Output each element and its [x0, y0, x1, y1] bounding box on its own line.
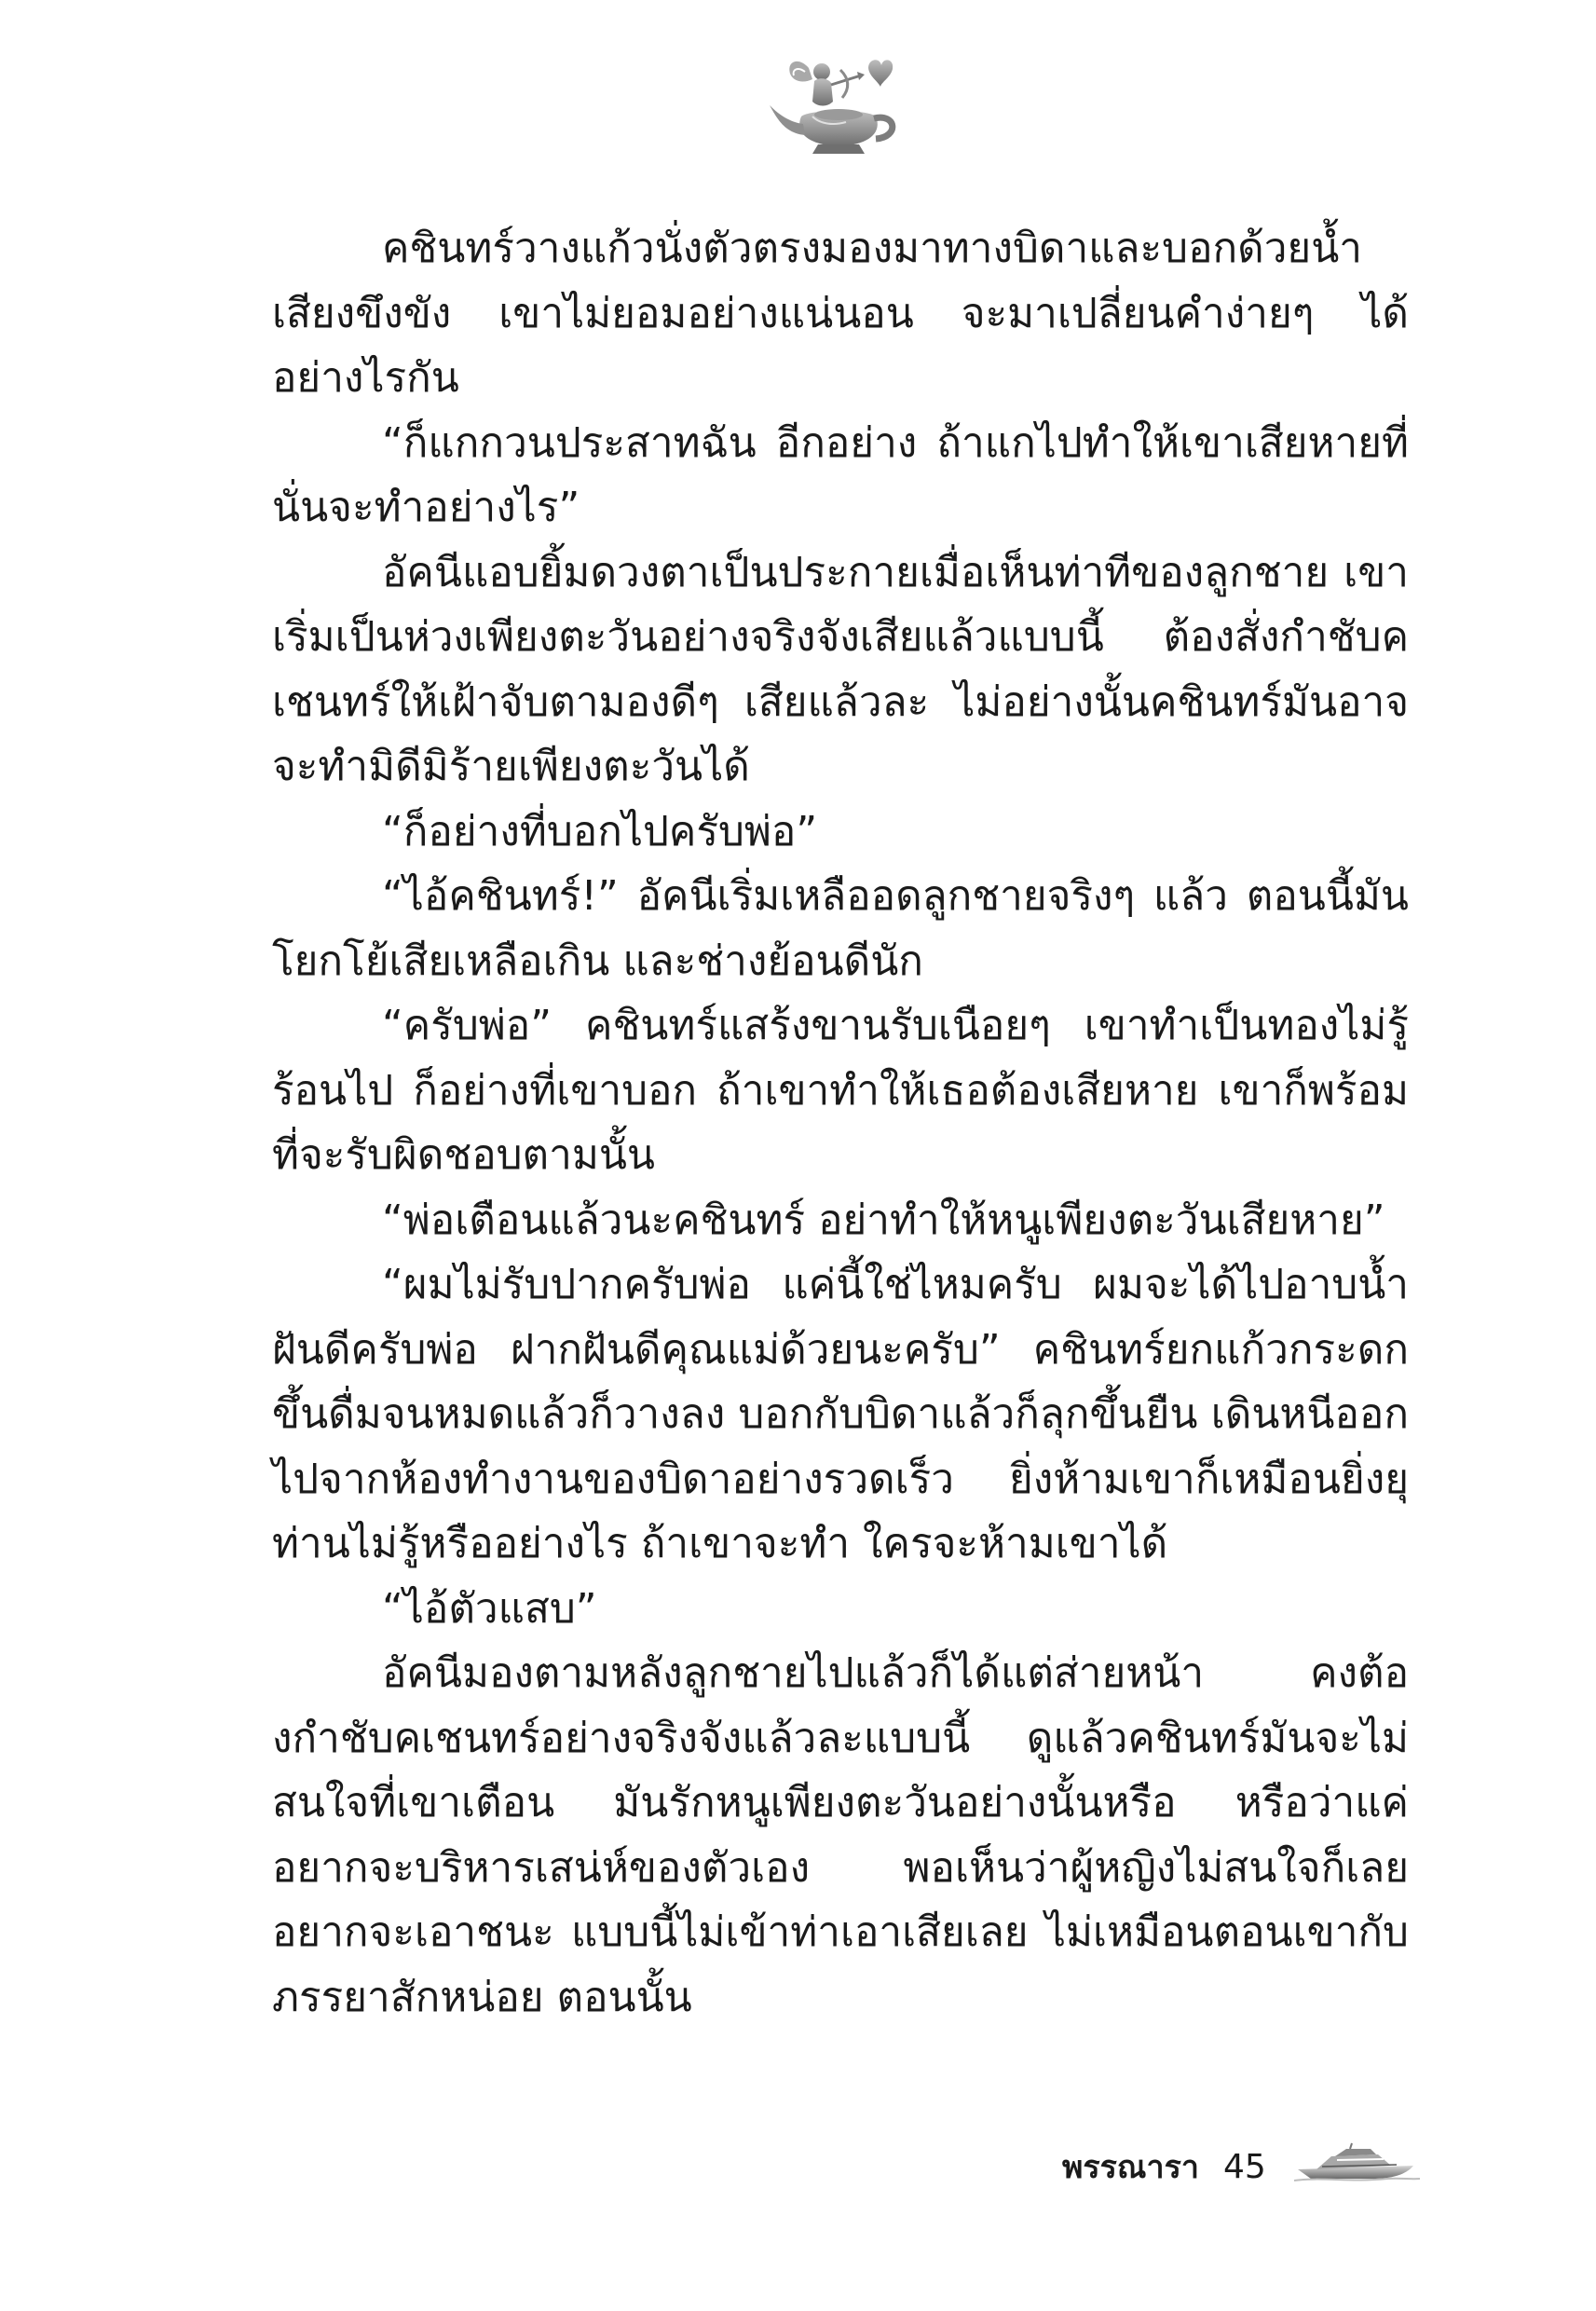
paragraph: “พ่อเตือนแล้วนะคชินทร์ อย่าทำให้หนูเพียงตะวันเสียหาย”	[382, 1196, 1385, 1244]
yacht-icon	[1294, 2141, 1420, 2192]
cupid-teapot-ornament-icon	[764, 51, 913, 163]
body-text	[272, 216, 1409, 2030]
paragraph: “ก็อย่างที่บอกไปครับพ่อ”	[382, 807, 818, 855]
paragraph: อัคนีแอบยิ้มดวงตาเป็นประกายเมื่อเห็นท่าทีของลูกชาย เขาเริ่มเป็นห่วงเพียงตะวันอย่างจริงจังเสียแล้วแบบนี้ ต้องสั่งกำชับคเชนทร์ให้เฝ้าจับตามองดีๆ เสียแล้วละ ไม่อย่างนั้นคชินทร์มันอาจจะทำมิดีมิร้ายเพียงตะวันได้	[272, 548, 1409, 790]
paragraph: อัคนีมองตามหลังลูกชายไปแล้วก็ได้แต่ส่ายหน้า คงต้องกำชับคเชนทร์อย่างจริงจังแล้วละแบบนี้ ดูแล้วคชินทร์มันจะไม่สนใจที่เขาเตือน มันรักหนูเพียงตะวันอย่างนั้นหรือ หรือว่าแค่อยากจะบริหารเสน่ห์ของตัวเอง พอเห็นว่าผู้หญิงไม่สนใจก็เลยอยากจะเอาชนะ แบบนี้ไม่เข้าท่าเอาเสียเลย ไม่เหมือนตอนเขากับภรรยาสักหน่อย ตอนนั้น	[272, 1649, 1409, 2021]
paragraph: “ก็แกกวนประสาทฉัน อีกอย่าง ถ้าแกไปทำให้เขาเสียหายที่นั่นจะทำอย่างไร”	[272, 418, 1409, 531]
paragraph: “ครับพ่อ” คชินทร์แสร้งขานรับเนือยๆ เขาทำเป็นทองไม่รู้ร้อนไป ก็อย่างที่เขาบอก ถ้าเขาทำให้เธอต้องเสียหาย เขาก็พร้อมที่จะรับผิดชอบตามนั้น	[272, 1002, 1409, 1179]
page-number: 45	[1222, 2147, 1266, 2186]
book-title: พรรณารา	[1062, 2149, 1199, 2186]
page-footer	[1062, 2139, 1420, 2195]
paragraph: “ผมไม่รับปากครับพ่อ แค่นี้ใช่ไหมครับ ผมจะได้ไปอาบน้ำฝันดีครับพ่อ ฝากฝันดีคุณแม่ด้วยนะครับ” คชินทร์ยกแก้วกระดกขึ้นดื่มจนหมดแล้วก็วางลง บอกกับบิดาแล้วก็ลุกขึ้นยืน เดินหนีออกไปจากห้องทำงานของบิดาอย่างรวดเร็ว ยิ่งห้ามเขาก็เหมือนยิ่งยุ ท่านไม่รู้หรืออย่างไร ถ้าเขาจะทำ ใครจะห้ามเขาได้	[272, 1261, 1409, 1567]
paragraph: คชินทร์วางแก้วนั่งตัวตรงมองมาทางบิดาและบอกด้วยน้ำเสียงขึงขัง เขาไม่ยอมอย่างแน่นอน จะมาเปลี่ยนคำง่ายๆ ได้อย่างไรกัน	[272, 225, 1409, 402]
paragraph: “ไอ้คชินทร์!” อัคนีเริ่มเหลืออดลูกชายจริงๆ แล้ว ตอนนี้มันโยกโย้เสียเหลือเกิน และช่างย้อนดีนัก	[272, 872, 1409, 985]
paragraph: “ไอ้ตัวแสบ”	[382, 1584, 597, 1633]
